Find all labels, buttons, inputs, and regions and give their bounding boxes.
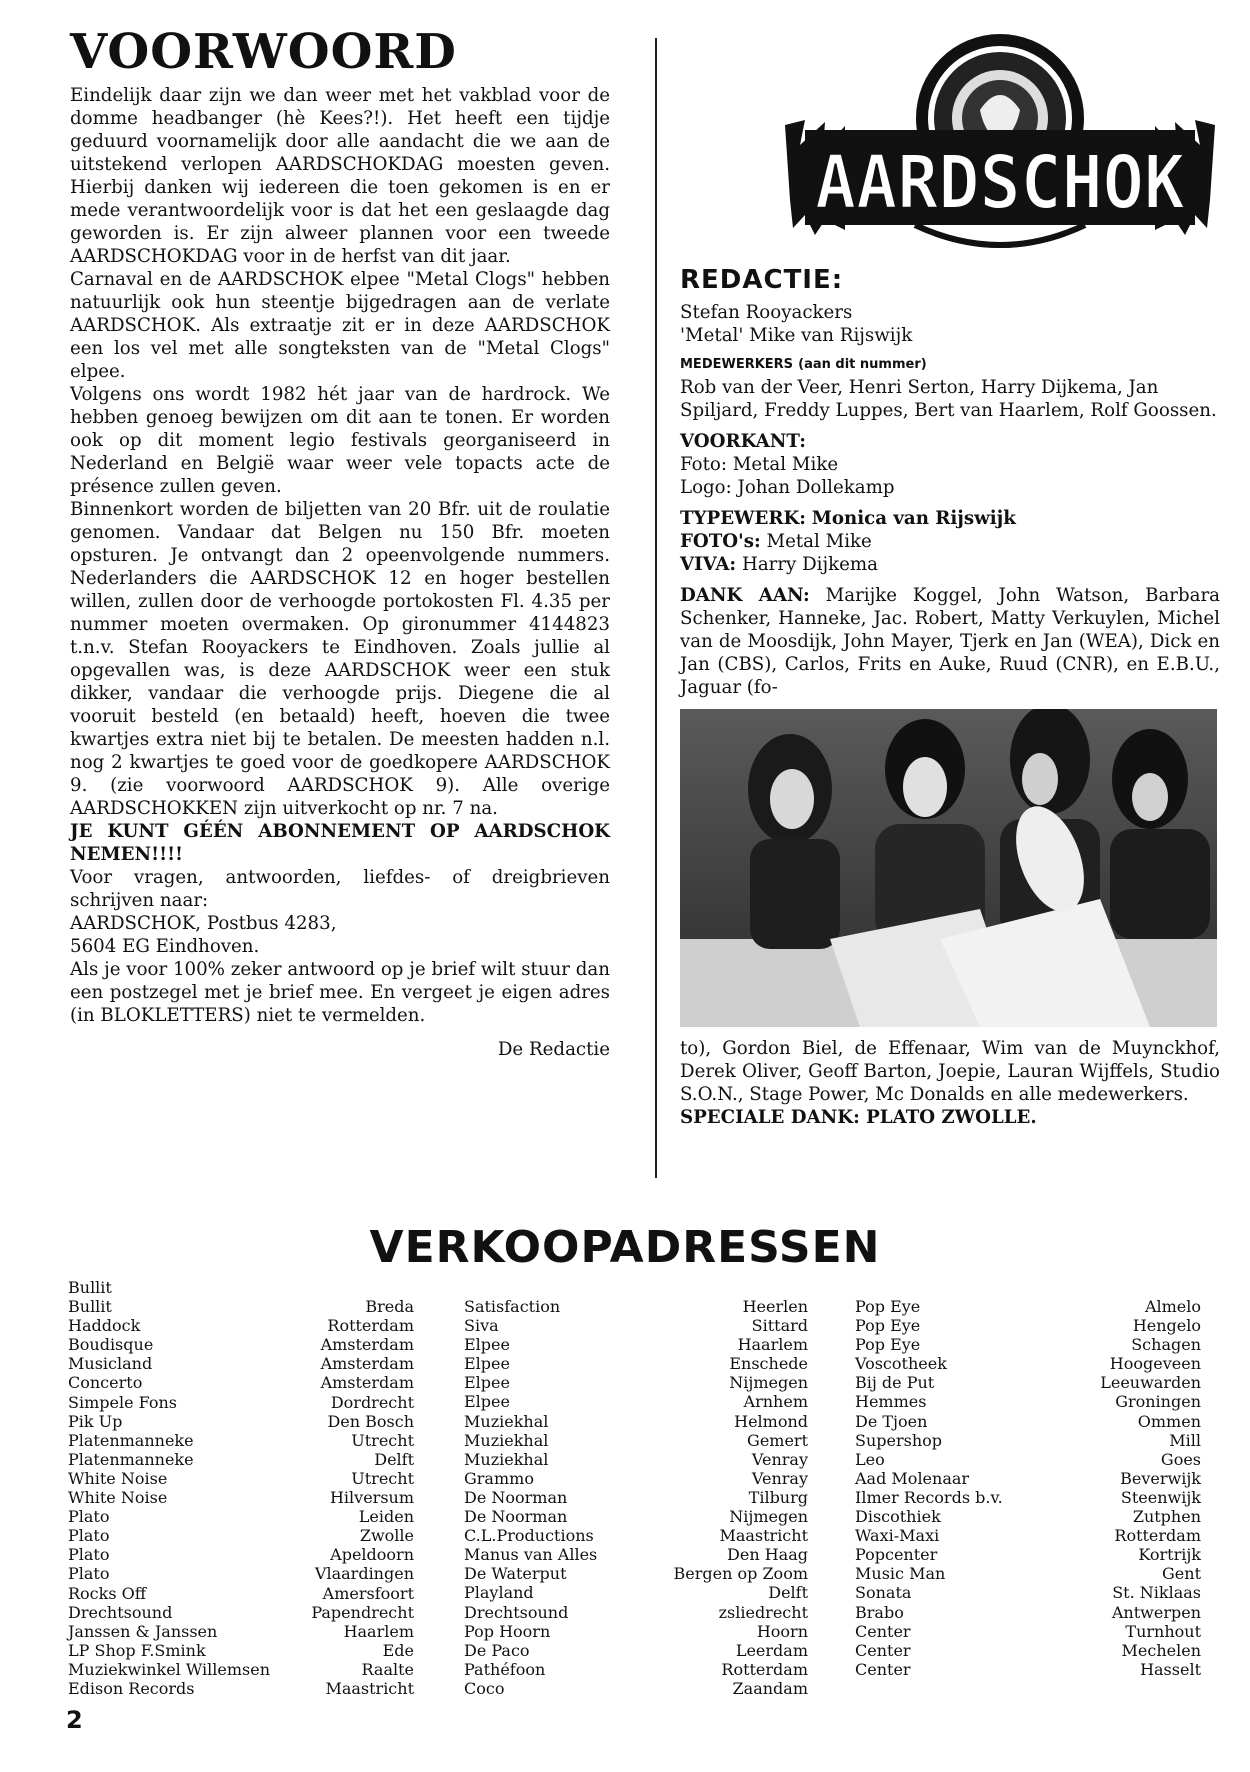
shop-name: Playland — [464, 1583, 534, 1603]
shop-city: Nijmegen — [729, 1507, 808, 1527]
shop-city: Rotterdam — [1114, 1526, 1201, 1546]
shop-city: Zaandam — [732, 1678, 808, 1698]
shop-name: Voscotheek — [855, 1354, 947, 1374]
address-row — [855, 1297, 1201, 1316]
shop-city: Delft — [374, 1449, 414, 1469]
address-row — [855, 1507, 1201, 1526]
voorwoord-paragraph-2: Carnaval en de AARDSCHOK elpee "Metal Clogs" hebben natuurlijk ook hun steentje bijgedragen aan de verlate AARDSCHOK. Als extraatje zit er in deze AARDSCHOK een los vel met alle songteksten van de "Metal Clogs" elpee. — [70, 269, 610, 382]
address-row — [855, 1622, 1201, 1641]
shop-city: Hoorn — [756, 1621, 808, 1641]
shop-city: zsliedrecht — [718, 1602, 808, 1622]
medewerkers-heading — [680, 353, 1220, 372]
dank-text-1: Marijke Koggel, John Watson, Barbara Schenker, Hanneke, Jac. Robert, Matty Verkuylen, Michel van de Moosdijk, John Mayer, Tjerk en Jan (WEA), Dick en Jan (CBS), Carlos, Frits en Auke, Ruud (CNR), en E.B.U., Jaguar (fo- — [680, 585, 1221, 698]
shop-city: Mill — [1169, 1430, 1201, 1450]
shop-city: Hilversum — [329, 1488, 414, 1508]
foto-label: FOTO's: — [680, 531, 761, 552]
foto-value: Metal Mike — [766, 531, 872, 552]
address-row — [464, 1431, 808, 1450]
shop-city: Amsterdam — [320, 1354, 414, 1374]
address-row — [68, 1316, 414, 1335]
shop-name: Pop Hoorn — [464, 1621, 551, 1641]
address-row — [464, 1354, 808, 1373]
shop-city: Beverwijk — [1120, 1468, 1201, 1488]
shop-city: Apeldoorn — [330, 1545, 414, 1565]
address-column-2 — [464, 1297, 808, 1698]
shop-city: Maastricht — [719, 1526, 808, 1546]
credits-block — [680, 507, 1220, 576]
shop-name: Edison Records — [68, 1678, 195, 1698]
address-row — [855, 1583, 1201, 1602]
address-row — [68, 1507, 414, 1526]
shop-city: Gemert — [747, 1430, 808, 1450]
voorkant-foto: Foto: Metal Mike — [680, 454, 839, 475]
address-row — [464, 1335, 808, 1354]
address-row — [464, 1545, 808, 1564]
shop-city: Rotterdam — [327, 1316, 414, 1336]
shop-name: Leo — [855, 1449, 885, 1469]
shop-name: Concerto — [68, 1373, 143, 1393]
shop-city: Haarlem — [343, 1621, 414, 1641]
address-row — [855, 1641, 1201, 1660]
shop-name: De Paco — [464, 1640, 530, 1660]
shop-city: Venray — [751, 1449, 808, 1469]
address-row — [464, 1450, 808, 1469]
shop-city: Heerlen — [742, 1297, 808, 1316]
shop-name: Plato — [68, 1526, 110, 1546]
shop-city: Tilburg — [748, 1487, 808, 1507]
voorwoord-bold-line: JE KUNT GÉÉN ABONNEMENT OP AARDSCHOK NEMEN!!!! — [70, 821, 610, 865]
shop-name: Janssen & Janssen — [68, 1621, 218, 1641]
shop-city: Sittard — [751, 1316, 808, 1336]
dank-aan-part2: to), Gordon Biel, de Effenaar, Wim van de Muynckhof, Derek Oliver, Geoff Barton, Joepie, Lauran Wijffels, Studio S.O.N., Stage Power, Mc Donalds en alle medewerkers. — [680, 1038, 1220, 1105]
shop-name: Plato — [68, 1545, 110, 1565]
address-row — [68, 1488, 414, 1507]
shop-city: Gent — [1162, 1564, 1201, 1584]
shop-name: Discothiek — [855, 1507, 941, 1527]
shop-city: Bergen op Zoom — [673, 1564, 808, 1584]
address-row — [464, 1507, 808, 1526]
shop-name: Pik Up — [68, 1411, 123, 1431]
shop-name: LP Shop F.Smink — [68, 1640, 206, 1660]
shop-city: Hengelo — [1132, 1316, 1201, 1336]
address-row — [464, 1679, 808, 1698]
address-row — [68, 1469, 414, 1488]
shop-name: Satisfaction — [464, 1297, 561, 1316]
viva-value: Harry Dijkema — [741, 554, 879, 575]
address-row — [855, 1450, 1201, 1469]
shop-city: Mechelen — [1121, 1640, 1201, 1660]
medewerkers-list: Rob van der Veer, Henri Serton, Harry Dijkema, Jan Spiljard, Freddy Luppes, Bert van Haarlem, Rolf Goossen. — [680, 377, 1217, 421]
redactie-title: REDACTIE: — [680, 265, 844, 295]
address-column-1 — [68, 1278, 414, 1698]
shop-city: Zutphen — [1132, 1507, 1201, 1527]
address-row — [68, 1393, 414, 1412]
shop-name: Center — [855, 1621, 911, 1641]
shop-name: Sonata — [855, 1583, 912, 1603]
address-row — [68, 1584, 414, 1603]
shop-name: Popcenter — [855, 1545, 938, 1565]
shop-name: C.L.Productions — [464, 1526, 594, 1546]
shop-city: Zwolle — [359, 1526, 414, 1546]
shop-city: Turnhout — [1125, 1621, 1201, 1641]
shop-name: De Noorman — [464, 1507, 568, 1527]
shop-city: Amsterdam — [320, 1335, 414, 1355]
address-row — [855, 1335, 1201, 1354]
shop-name: Ilmer Records b.v. — [855, 1487, 1003, 1507]
shop-city: Rotterdam — [721, 1659, 808, 1679]
shop-name: Muziekwinkel Willemsen — [68, 1659, 271, 1679]
address-row — [464, 1469, 808, 1488]
voorwoord-contact-intro: Voor vragen, antwoorden, liefdes- of dreigbrieven schrijven naar: — [70, 867, 610, 911]
shop-city: Amersfoort — [322, 1583, 414, 1603]
address-row — [68, 1354, 414, 1373]
address-row — [855, 1431, 1201, 1450]
shop-city: Enschede — [729, 1354, 808, 1374]
shop-name: Brabo — [855, 1602, 904, 1622]
typewerk-value: Monica van Rijswijk — [811, 508, 1016, 529]
shop-city: Steenwijk — [1120, 1487, 1201, 1507]
voorwoord-paragraph-4: Binnenkort worden de biljetten van 20 Bfr. uit de roulatie genomen. Vandaar dat Belgen nu 150 Bfr. moeten opsturen. Je ontvangt dan 2 opeenvolgende nummers. Nederlanders die AARDSCHOK 12 en hoger bestellen willen, zullen door de verhoogde portokosten Fl. 4.35 per nummer moeten overmaken. Op gironummer 4144823 t.n.v. Stefan Rooyackers te Eindhoven. Zoals jullie al opgevallen was, is deze AARDSCHOK weer een stuk dikker, vandaar die verhoogde prijs. Diegene die al vooruit besteld (en betaald) heeft, hoeven die twee kwartjes extra niet bij te betalen. De meesten hadden n.l. nog 2 kwartjes te goed voor de goedkopere AARDSCHOK 9. (zie voorwoord AARDSCHOK 9). Alle overige AARDSCHOKKEN zijn uitverkocht op nr. 7 na. — [70, 499, 610, 819]
shop-city: Maastricht — [325, 1678, 414, 1698]
shop-name: White Noise — [68, 1488, 168, 1508]
voorwoord-signature: De Redactie — [497, 1039, 610, 1060]
address-row — [68, 1545, 414, 1564]
address-row — [855, 1469, 1201, 1488]
shop-name: Haddock — [68, 1316, 141, 1336]
shop-name: Aad Molenaar — [855, 1468, 970, 1488]
shop-city: Antwerpen — [1111, 1602, 1201, 1622]
shop-name: Muziekhal — [464, 1411, 549, 1431]
voorwoord-address-line2: 5604 EG Eindhoven. — [70, 936, 260, 957]
shop-city: Schagen — [1131, 1335, 1201, 1355]
shop-name: Simpele Fons — [68, 1392, 178, 1412]
shop-name: De Waterput — [464, 1564, 567, 1584]
address-row — [464, 1297, 808, 1316]
address-row — [68, 1431, 414, 1450]
shop-name: Pop Eye — [855, 1297, 921, 1316]
voorkant-block — [680, 430, 1220, 499]
shop-name: Plato — [68, 1507, 110, 1527]
shop-name: Pop Eye — [855, 1335, 921, 1355]
shop-name: Drechtsound — [464, 1602, 569, 1622]
shop-city: Ede — [382, 1640, 414, 1660]
shop-city: Ommen — [1137, 1411, 1201, 1431]
shop-name: Drechtsound — [68, 1602, 173, 1622]
address-row — [68, 1278, 414, 1297]
address-row — [855, 1526, 1201, 1545]
speciale-dank: SPECIALE DANK: PLATO ZWOLLE. — [680, 1107, 1037, 1128]
address-row — [68, 1679, 414, 1698]
shop-name: Elpee — [464, 1392, 510, 1412]
shop-name: De Tjoen — [855, 1411, 928, 1431]
shop-name: Bij de Put — [855, 1373, 935, 1393]
typewerk-label: TYPEWERK: — [680, 508, 806, 529]
voorkant-label: VOORKANT: — [680, 431, 806, 452]
shop-city: Utrecht — [351, 1430, 414, 1450]
shop-name: Waxi-Maxi — [855, 1526, 940, 1546]
medewerkers-label: MEDEWERKERS — [680, 357, 794, 372]
address-row — [464, 1373, 808, 1392]
shop-name: Music Man — [855, 1564, 946, 1584]
address-row — [855, 1545, 1201, 1564]
shop-city: Helmond — [734, 1411, 808, 1431]
shop-city: St. Niklaas — [1112, 1583, 1201, 1603]
shop-city: Leerdam — [735, 1640, 808, 1660]
address-row — [464, 1622, 808, 1641]
shop-city: Den Haag — [727, 1545, 808, 1565]
shop-city: Leiden — [358, 1507, 414, 1527]
shop-city: Vlaardingen — [314, 1564, 414, 1584]
shop-city: Breda — [365, 1297, 414, 1317]
shop-city: Venray — [751, 1468, 808, 1488]
shop-name: Center — [855, 1640, 911, 1660]
shop-city: Goes — [1160, 1449, 1201, 1469]
address-row — [68, 1641, 414, 1660]
address-row — [68, 1526, 414, 1545]
address-row — [464, 1526, 808, 1545]
aardschok-logo — [785, 30, 1215, 255]
address-row — [855, 1354, 1201, 1373]
address-row — [464, 1412, 808, 1431]
shop-name: Elpee — [464, 1354, 510, 1374]
shop-name: Coco — [464, 1678, 505, 1698]
shop-city: Utrecht — [351, 1468, 414, 1488]
viva-label: VIVA: — [680, 554, 737, 575]
verkoopadressen-title: VERKOOPADRESSEN — [369, 1222, 881, 1273]
shop-name: Pop Eye — [855, 1316, 921, 1336]
shop-name: Musicland — [68, 1354, 153, 1374]
address-row — [855, 1488, 1201, 1507]
shop-name: Grammo — [464, 1468, 534, 1488]
address-column-3 — [855, 1297, 1201, 1679]
shop-name: De Noorman — [464, 1487, 568, 1507]
address-row — [464, 1583, 808, 1602]
editor-2: 'Metal' Mike van Rijswijk — [680, 325, 913, 346]
shop-name: Bullit — [68, 1297, 112, 1317]
address-row — [68, 1297, 414, 1316]
address-row — [855, 1564, 1201, 1583]
address-row — [68, 1603, 414, 1622]
voorwoord-paragraph-1: Eindelijk daar zijn we dan weer met het vakblad voor de domme headbanger (hè Kees?!). Het heeft een tijdje geduurd voornamelijk door alle aandacht die we aan de uitstekend verlopen AARDSCHOKDAG moesten geven. Hierbij danken wij iedereen die toen gekomen is en er mede verantwoordelijk voor is dat het een geslaagde dag geworden is. Er zijn alweer plannen voor een tweede AARDSCHOKDAG voor in de herfst van dit jaar. — [70, 85, 610, 267]
voorwoord-body — [70, 84, 610, 1027]
dank-aan-part1 — [680, 584, 1220, 699]
shop-city: Arnhem — [743, 1392, 808, 1412]
shop-city: Raalte — [361, 1659, 414, 1679]
shop-city: Almelo — [1144, 1297, 1201, 1316]
address-row — [464, 1603, 808, 1622]
address-row — [68, 1660, 414, 1679]
shop-name: Pathéfoon — [464, 1659, 546, 1679]
address-row — [464, 1660, 808, 1679]
voorwoord-address-line1: AARDSCHOK, Postbus 4283, — [70, 913, 337, 934]
shop-city: Groningen — [1115, 1392, 1201, 1412]
shop-city: Papendrecht — [311, 1602, 414, 1622]
shop-city: Dordrecht — [330, 1392, 414, 1412]
address-row — [68, 1335, 414, 1354]
shop-name: Manus van Alles — [464, 1545, 598, 1565]
voorkant-logo: Logo: Johan Dollekamp — [680, 477, 895, 498]
shop-name: Muziekhal — [464, 1430, 549, 1450]
shop-city: Hasselt — [1140, 1659, 1201, 1679]
shop-name: Elpee — [464, 1373, 510, 1393]
shop-name: Siva — [464, 1316, 499, 1336]
medewerkers-note: (aan dit nummer) — [798, 357, 927, 372]
shop-name: Plato — [68, 1564, 110, 1584]
voorwoord-paragraph-3: Volgens ons wordt 1982 hét jaar van de hardrock. We hebben genoeg bewijzen om dit aan te tonen. Er worden ook op dit moment legio festivals georganiseerd in Nederland en België waar weer vele topacts acte de présence zullen geven. — [70, 384, 610, 497]
shop-name: Center — [855, 1659, 911, 1679]
shop-city: Nijmegen — [729, 1373, 808, 1393]
address-row — [68, 1373, 414, 1392]
shop-name: Elpee — [464, 1335, 510, 1355]
shop-city: Hoogeveen — [1109, 1354, 1201, 1374]
shop-name: Hemmes — [855, 1392, 927, 1412]
shop-name: Muziekhal — [464, 1449, 549, 1469]
dank-label: DANK AAN: — [680, 585, 810, 606]
shop-city: Delft — [768, 1583, 808, 1603]
shop-name: Bullit — [68, 1278, 112, 1297]
address-row — [68, 1412, 414, 1431]
address-row — [855, 1392, 1201, 1411]
shop-name: Boudisque — [68, 1335, 154, 1355]
address-row — [855, 1660, 1201, 1679]
address-row — [68, 1564, 414, 1583]
address-row — [855, 1412, 1201, 1431]
address-row — [464, 1564, 808, 1583]
page-number: 2 — [66, 1706, 83, 1734]
shop-city: Amsterdam — [320, 1373, 414, 1393]
shop-city: Haarlem — [737, 1335, 808, 1355]
address-row — [464, 1641, 808, 1660]
address-row — [68, 1622, 414, 1641]
editor-1: Stefan Rooyackers — [680, 302, 853, 323]
shop-name: Supershop — [855, 1430, 943, 1450]
shop-city: Den Bosch — [327, 1411, 414, 1431]
column-divider — [655, 38, 657, 1178]
shop-city: Leeuwarden — [1100, 1373, 1201, 1393]
address-row — [464, 1488, 808, 1507]
voorwoord-title: VOORWOORD — [70, 24, 457, 80]
shop-name: White Noise — [68, 1468, 168, 1488]
shop-name: Rocks Off — [68, 1583, 147, 1603]
shop-city: Kortrijk — [1138, 1545, 1201, 1565]
address-row — [855, 1373, 1201, 1392]
address-row — [464, 1392, 808, 1411]
address-row — [855, 1603, 1201, 1622]
aardschok-logo-text: AARDSCHOK — [815, 140, 1186, 226]
shop-name: Platenmanneke — [68, 1449, 194, 1469]
voorwoord-closing: Als je voor 100% zeker antwoord op je brief wilt stuur dan een postzegel met je brief mee. En vergeet je eigen adres (in BLOKLETTERS) niet te vermelden. — [70, 959, 610, 1026]
redactie-section — [680, 30, 1220, 1129]
address-row — [68, 1450, 414, 1469]
voorwoord-section — [70, 24, 610, 1060]
band-photo — [680, 709, 1217, 1027]
shop-name: Platenmanneke — [68, 1430, 194, 1450]
address-row — [855, 1316, 1201, 1335]
address-row — [464, 1316, 808, 1335]
